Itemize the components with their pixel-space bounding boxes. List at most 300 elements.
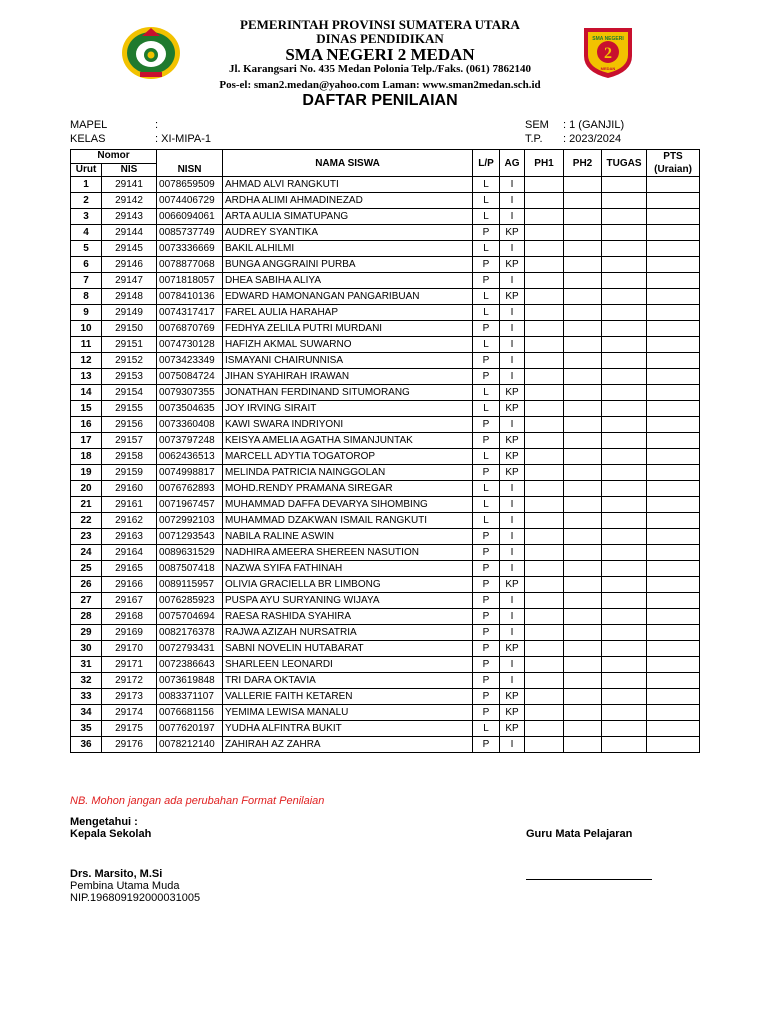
- row-tugas: [602, 545, 647, 561]
- row-urut: 19: [71, 465, 102, 481]
- row-ag: KP: [500, 465, 525, 481]
- row-ag: I: [500, 497, 525, 513]
- table-row: [71, 625, 700, 641]
- row-ph2: [564, 433, 602, 449]
- row-pts: [647, 209, 700, 225]
- row-ph2: [564, 289, 602, 305]
- row-ph2: [564, 209, 602, 225]
- table-row: [71, 705, 700, 721]
- row-tugas: [602, 705, 647, 721]
- row-ag: KP: [500, 433, 525, 449]
- row-nisn: 0073619848: [157, 673, 223, 689]
- row-tugas: [602, 257, 647, 273]
- row-urut: 6: [71, 257, 102, 273]
- row-nis: 29150: [102, 321, 157, 337]
- row-nisn: 0076870769: [157, 321, 223, 337]
- row-lp: L: [473, 385, 500, 401]
- row-nis: 29166: [102, 577, 157, 593]
- province-emblem-icon: [120, 24, 182, 80]
- row-nisn: 0062436513: [157, 449, 223, 465]
- header-tugas: TUGAS: [602, 150, 647, 177]
- table-row: [71, 353, 700, 369]
- row-name: ZAHIRAH AZ ZAHRA: [223, 737, 473, 753]
- row-ag: I: [500, 193, 525, 209]
- row-lp: P: [473, 321, 500, 337]
- row-name: SHARLEEN LEONARDI: [223, 657, 473, 673]
- row-nis: 29173: [102, 689, 157, 705]
- guru-label: Guru Mata Pelajaran: [526, 828, 633, 840]
- header-line1: PEMERINTAH PROVINSI SUMATERA UTARA: [240, 17, 520, 32]
- row-tugas: [602, 337, 647, 353]
- row-lp: P: [473, 465, 500, 481]
- row-pts: [647, 737, 700, 753]
- row-ph2: [564, 369, 602, 385]
- mengetahui-label: Mengetahui :: [70, 816, 138, 828]
- row-lp: P: [473, 673, 500, 689]
- row-nisn: 0072793431: [157, 641, 223, 657]
- row-ph2: [564, 337, 602, 353]
- row-lp: P: [473, 529, 500, 545]
- row-tugas: [602, 641, 647, 657]
- row-lp: L: [473, 401, 500, 417]
- row-tugas: [602, 561, 647, 577]
- row-urut: 36: [71, 737, 102, 753]
- mapel-value: :: [155, 119, 159, 131]
- row-tugas: [602, 305, 647, 321]
- row-name: JONATHAN FERDINAND SITUMORANG: [223, 385, 473, 401]
- row-pts: [647, 625, 700, 641]
- table-row: [71, 641, 700, 657]
- row-ph1: [525, 737, 564, 753]
- row-nisn: 0076285923: [157, 593, 223, 609]
- row-name: HAFIZH AKMAL SUWARNO: [223, 337, 473, 353]
- row-urut: 27: [71, 593, 102, 609]
- row-name: AHMAD ALVI RANGKUTI: [223, 177, 473, 193]
- badge-top-text: SMA NEGERI: [592, 36, 624, 42]
- row-pts: [647, 689, 700, 705]
- row-nis: 29163: [102, 529, 157, 545]
- row-ph1: [525, 673, 564, 689]
- row-name: JIHAN SYAHIRAH IRAWAN: [223, 369, 473, 385]
- row-ph1: [525, 657, 564, 673]
- row-ag: I: [500, 321, 525, 337]
- row-lp: L: [473, 497, 500, 513]
- row-nis: 29153: [102, 369, 157, 385]
- row-tugas: [602, 321, 647, 337]
- table-row: [71, 513, 700, 529]
- tp-label: T.P.: [525, 133, 543, 145]
- table-row: [71, 225, 700, 241]
- row-nis: 29148: [102, 289, 157, 305]
- row-name: NADHIRA AMEERA SHEREEN NASUTION: [223, 545, 473, 561]
- row-urut: 4: [71, 225, 102, 241]
- row-ph2: [564, 385, 602, 401]
- row-lp: P: [473, 705, 500, 721]
- row-name: MUHAMMAD DZAKWAN ISMAIL RANGKUTI: [223, 513, 473, 529]
- row-pts: [647, 289, 700, 305]
- row-lp: P: [473, 641, 500, 657]
- row-tugas: [602, 465, 647, 481]
- row-lp: L: [473, 449, 500, 465]
- row-urut: 1: [71, 177, 102, 193]
- row-nisn: 0083371107: [157, 689, 223, 705]
- table-row: [71, 433, 700, 449]
- row-pts: [647, 369, 700, 385]
- grades-table: [70, 149, 700, 753]
- row-ph2: [564, 561, 602, 577]
- row-urut: 35: [71, 721, 102, 737]
- row-ph1: [525, 385, 564, 401]
- principal-nip: NIP.196809192000031005: [70, 892, 201, 904]
- row-ag: I: [500, 337, 525, 353]
- row-ph2: [564, 529, 602, 545]
- row-nisn: 0082176378: [157, 625, 223, 641]
- header-ph2: PH2: [564, 150, 602, 177]
- row-ph1: [525, 481, 564, 497]
- row-tugas: [602, 673, 647, 689]
- row-ag: I: [500, 545, 525, 561]
- row-nisn: 0073336669: [157, 241, 223, 257]
- row-nis: 29145: [102, 241, 157, 257]
- row-ag: KP: [500, 689, 525, 705]
- row-pts: [647, 609, 700, 625]
- table-row: [71, 577, 700, 593]
- row-ph1: [525, 689, 564, 705]
- row-ph1: [525, 225, 564, 241]
- row-ag: I: [500, 353, 525, 369]
- page-title: DAFTAR PENILAIAN: [302, 92, 458, 109]
- row-pts: [647, 577, 700, 593]
- row-nisn: 0072992103: [157, 513, 223, 529]
- row-lp: L: [473, 177, 500, 193]
- row-lp: L: [473, 289, 500, 305]
- row-pts: [647, 545, 700, 561]
- row-ph2: [564, 321, 602, 337]
- row-pts: [647, 257, 700, 273]
- row-nis: 29151: [102, 337, 157, 353]
- row-ph2: [564, 257, 602, 273]
- sem-label: SEM: [525, 119, 549, 131]
- row-nisn: 0075704694: [157, 609, 223, 625]
- row-nis: 29169: [102, 625, 157, 641]
- row-ag: I: [500, 369, 525, 385]
- row-lp: L: [473, 481, 500, 497]
- row-name: MELINDA PATRICIA NAINGGOLAN: [223, 465, 473, 481]
- row-pts: [647, 481, 700, 497]
- row-nis: 29167: [102, 593, 157, 609]
- school-badge-icon: [580, 22, 636, 80]
- row-ph1: [525, 337, 564, 353]
- row-ag: I: [500, 737, 525, 753]
- table-row: [71, 449, 700, 465]
- row-pts: [647, 433, 700, 449]
- row-ph2: [564, 193, 602, 209]
- row-ag: I: [500, 673, 525, 689]
- row-ph1: [525, 369, 564, 385]
- row-pts: [647, 177, 700, 193]
- row-urut: 3: [71, 209, 102, 225]
- row-nis: 29144: [102, 225, 157, 241]
- row-tugas: [602, 497, 647, 513]
- row-pts: [647, 193, 700, 209]
- row-ph1: [525, 625, 564, 641]
- row-pts: [647, 401, 700, 417]
- row-tugas: [602, 513, 647, 529]
- row-ph2: [564, 273, 602, 289]
- table-row: [71, 193, 700, 209]
- row-ph2: [564, 705, 602, 721]
- row-nis: 29141: [102, 177, 157, 193]
- row-nisn: 0073797248: [157, 433, 223, 449]
- row-name: BUNGA ANGGRAINI PURBA: [223, 257, 473, 273]
- table-row: [71, 401, 700, 417]
- row-urut: 29: [71, 625, 102, 641]
- row-tugas: [602, 577, 647, 593]
- row-name: KEISYA AMELIA AGATHA SIMANJUNTAK: [223, 433, 473, 449]
- row-urut: 25: [71, 561, 102, 577]
- row-pts: [647, 241, 700, 257]
- header-pts: [647, 150, 700, 177]
- row-nis: 29152: [102, 353, 157, 369]
- row-ph1: [525, 513, 564, 529]
- row-ph2: [564, 465, 602, 481]
- principal-name: Drs. Marsito, M.Si: [70, 868, 163, 880]
- row-tugas: [602, 481, 647, 497]
- row-ph1: [525, 529, 564, 545]
- row-ph1: [525, 305, 564, 321]
- row-ag: KP: [500, 385, 525, 401]
- row-nisn: 0076762893: [157, 481, 223, 497]
- row-name: MOHD.RENDY PRAMANA SIREGAR: [223, 481, 473, 497]
- row-nis: 29174: [102, 705, 157, 721]
- row-urut: 12: [71, 353, 102, 369]
- row-ag: I: [500, 513, 525, 529]
- row-tugas: [602, 593, 647, 609]
- row-urut: 11: [71, 337, 102, 353]
- row-ph2: [564, 449, 602, 465]
- row-nis: 29164: [102, 545, 157, 561]
- row-ph2: [564, 737, 602, 753]
- row-lp: P: [473, 561, 500, 577]
- row-ag: KP: [500, 577, 525, 593]
- table-row: [71, 337, 700, 353]
- badge-bottom-text: MEDAN: [600, 66, 616, 71]
- row-nis: 29160: [102, 481, 157, 497]
- row-pts: [647, 497, 700, 513]
- school-name: SMA NEGERI 2 MEDAN: [285, 45, 475, 64]
- row-lp: P: [473, 577, 500, 593]
- row-ag: I: [500, 657, 525, 673]
- row-nisn: 0078659509: [157, 177, 223, 193]
- row-ag: I: [500, 209, 525, 225]
- row-urut: 26: [71, 577, 102, 593]
- sem-value: : 1 (GANJIL): [563, 119, 625, 131]
- row-nisn: 0078410136: [157, 289, 223, 305]
- row-ph1: [525, 609, 564, 625]
- row-tugas: [602, 417, 647, 433]
- row-ag: I: [500, 609, 525, 625]
- row-ph1: [525, 321, 564, 337]
- row-ph2: [564, 673, 602, 689]
- row-name: FEDHYA ZELILA PUTRI MURDANI: [223, 321, 473, 337]
- row-pts: [647, 705, 700, 721]
- row-ag: I: [500, 561, 525, 577]
- row-urut: 23: [71, 529, 102, 545]
- header-ag: AG: [500, 150, 525, 177]
- row-ag: I: [500, 273, 525, 289]
- row-tugas: [602, 209, 647, 225]
- row-urut: 22: [71, 513, 102, 529]
- row-urut: 31: [71, 657, 102, 673]
- row-nisn: 0071967457: [157, 497, 223, 513]
- row-ag: I: [500, 529, 525, 545]
- row-name: NAZWA SYIFA FATHINAH: [223, 561, 473, 577]
- row-pts: [647, 337, 700, 353]
- row-ag: I: [500, 241, 525, 257]
- row-ph1: [525, 641, 564, 657]
- row-ph1: [525, 257, 564, 273]
- row-pts: [647, 561, 700, 577]
- row-tugas: [602, 369, 647, 385]
- row-urut: 20: [71, 481, 102, 497]
- row-ph1: [525, 401, 564, 417]
- row-nisn: 0076681156: [157, 705, 223, 721]
- row-ph1: [525, 449, 564, 465]
- row-nisn: 0073504635: [157, 401, 223, 417]
- row-urut: 16: [71, 417, 102, 433]
- row-ph2: [564, 577, 602, 593]
- row-lp: P: [473, 593, 500, 609]
- row-name: ARDHA ALIMI AHMADINEZAD: [223, 193, 473, 209]
- row-ag: KP: [500, 401, 525, 417]
- row-pts: [647, 225, 700, 241]
- row-ph1: [525, 289, 564, 305]
- row-name: RAJWA AZIZAH NURSATRIA: [223, 625, 473, 641]
- row-nis: 29143: [102, 209, 157, 225]
- row-pts: [647, 385, 700, 401]
- table-row: [71, 529, 700, 545]
- row-lp: P: [473, 545, 500, 561]
- row-name: FAREL AULIA HARAHAP: [223, 305, 473, 321]
- table-row: [71, 609, 700, 625]
- table-row: [71, 241, 700, 257]
- header-ph1: PH1: [525, 150, 564, 177]
- row-urut: 28: [71, 609, 102, 625]
- row-ph1: [525, 193, 564, 209]
- row-ph2: [564, 689, 602, 705]
- row-tugas: [602, 385, 647, 401]
- row-ph2: [564, 657, 602, 673]
- row-lp: P: [473, 657, 500, 673]
- row-ph1: [525, 577, 564, 593]
- row-ag: KP: [500, 257, 525, 273]
- row-urut: 17: [71, 433, 102, 449]
- row-ag: KP: [500, 641, 525, 657]
- row-tugas: [602, 737, 647, 753]
- row-nisn: 0072386643: [157, 657, 223, 673]
- row-pts: [647, 529, 700, 545]
- row-lp: P: [473, 433, 500, 449]
- table-row: [71, 417, 700, 433]
- table-row: [71, 273, 700, 289]
- row-nis: 29161: [102, 497, 157, 513]
- row-name: ARTA AULIA SIMATUPANG: [223, 209, 473, 225]
- row-name: NABILA RALINE ASWIN: [223, 529, 473, 545]
- row-ag: I: [500, 305, 525, 321]
- row-ph1: [525, 561, 564, 577]
- row-nisn: 0074317417: [157, 305, 223, 321]
- row-tugas: [602, 289, 647, 305]
- row-lp: L: [473, 193, 500, 209]
- row-nisn: 0089631529: [157, 545, 223, 561]
- row-nisn: 0074998817: [157, 465, 223, 481]
- kepala-sekolah-label: Kepala Sekolah: [70, 828, 152, 840]
- row-lp: P: [473, 353, 500, 369]
- row-pts: [647, 593, 700, 609]
- row-ph2: [564, 401, 602, 417]
- row-urut: 33: [71, 689, 102, 705]
- row-nisn: 0075084724: [157, 369, 223, 385]
- row-nisn: 0087507418: [157, 561, 223, 577]
- row-ph1: [525, 705, 564, 721]
- row-ag: I: [500, 481, 525, 497]
- row-pts: [647, 657, 700, 673]
- table-row: [71, 257, 700, 273]
- row-urut: 30: [71, 641, 102, 657]
- table-row: [71, 321, 700, 337]
- row-ph1: [525, 417, 564, 433]
- row-ph2: [564, 625, 602, 641]
- row-ag: I: [500, 625, 525, 641]
- header-lp: L/P: [473, 150, 500, 177]
- row-pts: [647, 273, 700, 289]
- row-name: JOY IRVING SIRAIT: [223, 401, 473, 417]
- table-row: [71, 289, 700, 305]
- header-urut: Urut: [71, 163, 102, 177]
- row-name: MARCELL ADYTIA TOGATOROP: [223, 449, 473, 465]
- header-nis: NIS: [102, 163, 157, 177]
- row-urut: 15: [71, 401, 102, 417]
- table-row: [71, 369, 700, 385]
- row-ph2: [564, 513, 602, 529]
- row-nisn: 0074406729: [157, 193, 223, 209]
- row-urut: 5: [71, 241, 102, 257]
- row-tugas: [602, 721, 647, 737]
- row-lp: P: [473, 257, 500, 273]
- row-nis: 29176: [102, 737, 157, 753]
- row-nis: 29172: [102, 673, 157, 689]
- row-nisn: 0077620197: [157, 721, 223, 737]
- row-ag: KP: [500, 705, 525, 721]
- row-urut: 14: [71, 385, 102, 401]
- row-pts: [647, 321, 700, 337]
- header-pts-label: PTS: [663, 151, 683, 162]
- row-ph2: [564, 609, 602, 625]
- header-nama: NAMA SISWA: [223, 150, 473, 177]
- row-ph2: [564, 353, 602, 369]
- row-nisn: 0066094061: [157, 209, 223, 225]
- row-name: ISMAYANI CHAIRUNNISA: [223, 353, 473, 369]
- row-lp: L: [473, 209, 500, 225]
- row-lp: P: [473, 609, 500, 625]
- row-ph2: [564, 593, 602, 609]
- row-nisn: 0078877068: [157, 257, 223, 273]
- row-urut: 18: [71, 449, 102, 465]
- row-nis: 29155: [102, 401, 157, 417]
- row-lp: L: [473, 305, 500, 321]
- row-nisn: 0074730128: [157, 337, 223, 353]
- row-name: AUDREY SYANTIKA: [223, 225, 473, 241]
